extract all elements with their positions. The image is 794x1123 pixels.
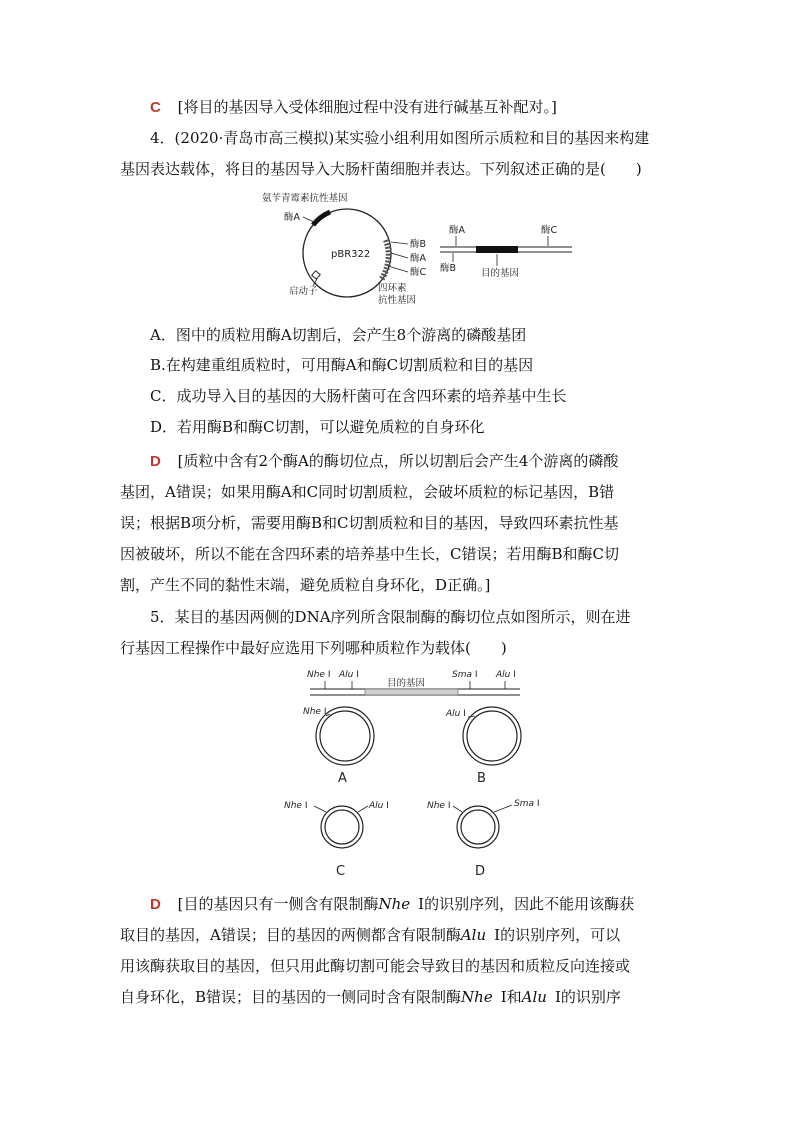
q5-plasmid-a — [303, 707, 374, 786]
q5-answer-line — [150, 894, 710, 915]
q5-expl-2c: Ⅰ的识别序列，可以 — [494, 926, 621, 944]
plasmid-d-site-left: Nhe Ⅰ — [427, 801, 451, 811]
q5-expl-1b: Nhe — [378, 895, 411, 913]
q5-answer-letter: D — [150, 896, 161, 913]
plasmid-a-label: A — [338, 771, 347, 786]
q4-explanation-3: 误；根据B项分析，需要用酶B和C切割质粒和目的基因，导致四环素抗性基 — [120, 514, 619, 532]
q5-plasmid-d — [427, 799, 540, 879]
q5-expl-line2 — [120, 925, 680, 945]
plasmid-name: pBR322 — [331, 249, 371, 260]
q4-explanation-1: [质粒中含有2个酶A的酶切位点，所以切割后会产生4个游离的磷酸 — [177, 452, 619, 470]
q5-nhe-top: Nhe Ⅰ — [307, 670, 331, 680]
tet-gene-label-1: 四环素 — [378, 283, 407, 294]
q5-expl-4a: 自身环化，B错误；目的基因的一侧同时含有限制酶 — [120, 988, 462, 1006]
q5-expl-1c: Ⅰ的识别序列，因此不能用该酶获 — [418, 895, 635, 913]
q5-expl-2a: 取目的基因，A错误；目的基因的两侧都含有限制酶 — [120, 926, 461, 944]
q4-explanation-5: 割，产生不同的黏性末端，避免质粒自身环化，D正确。] — [120, 576, 491, 594]
promoter-label: 启动子 — [289, 286, 318, 297]
q4-explanation-2: 基团，A错误；如果用酶A和C同时切割质粒，会破坏质粒的标记基因，B错 — [120, 483, 615, 501]
dna-enzB-label: 酶B — [440, 263, 457, 274]
q5-dna-figure — [307, 670, 520, 695]
plasmid-c-site-right: Alu Ⅰ — [369, 801, 389, 811]
q4-answer-letter: D — [150, 453, 161, 470]
dna-enzA-label: 酶A — [449, 225, 465, 236]
dna-target-label: 目的基因 — [481, 268, 520, 279]
q4-explanation-4: 因被破坏，所以不能在含四环素的培养基中生长，C错误；若用酶B和酶C切 — [120, 545, 619, 563]
q5-plasmid-c — [284, 801, 389, 879]
answer-text: [将目的基因导入受体细胞过程中没有进行碱基互补配对。] — [177, 98, 557, 116]
q5-target-gene-label: 目的基因 — [387, 678, 426, 689]
q5-alu-top-left: Alu Ⅰ — [339, 670, 359, 680]
q4-stem-line2: 基因表达载体，将目的基因导入大肠杆菌细胞并表达。下列叙述正确的是( ) — [120, 160, 642, 178]
answer-letter: C — [150, 99, 161, 116]
q5-sma-top: Sma Ⅰ — [452, 670, 478, 680]
q5-expl-line3: 用该酶获取目的基因，但只用此酶切割可能会导致目的基因和质粒反向连接或 — [120, 957, 631, 975]
amp-gene-arc — [313, 212, 330, 225]
enzB-label: 酶B — [410, 239, 427, 250]
enzA-label-right: 酶A — [410, 253, 426, 264]
promoter-mark — [312, 271, 320, 279]
dna-enzC-label: 酶C — [541, 225, 558, 236]
plasmid-a-site: Nhe Ⅰ — [303, 707, 327, 717]
q4-option-d: D．若用酶B和酶C切割，可以避免质粒的自身环化 — [150, 418, 485, 436]
plasmid-d-label: D — [475, 864, 486, 879]
tet-gene-arc — [381, 240, 389, 280]
plasmid-b-label: B — [477, 771, 486, 786]
q5-alu-top-right: Alu Ⅰ — [496, 670, 516, 680]
target-dna-figure — [440, 224, 572, 279]
plasmid-b-site: Alu Ⅰ — [446, 709, 466, 719]
q4-option-c: C．成功导入目的基因的大肠杆菌可在含四环素的培养基中生长 — [150, 387, 567, 405]
q5-stem-line2: 行基因工程操作中最好应选用下列哪种质粒作为载体( ) — [120, 639, 507, 657]
q5-expl-2b: Alu — [460, 926, 487, 944]
enzC-label: 酶C — [410, 267, 427, 278]
q4-option-b: B.在构建重组质粒时，可用酶A和酶C切割质粒和目的基因 — [150, 356, 534, 374]
q5-expl-line4 — [120, 987, 680, 1007]
plasmid-figure — [262, 192, 427, 306]
q5-plasmid-b — [445, 707, 521, 786]
q4-option-a: A．图中的质粒用酶A切割后，会产生8个游离的磷酸基团 — [150, 326, 527, 344]
q5-expl-4c: Ⅰ和 — [500, 988, 522, 1006]
q5-stem-line1: 5．某目的基因两侧的DNA序列所含限制酶的酶切位点如图所示，则在进 — [150, 608, 631, 626]
q5-expl-4d: Alu — [521, 988, 547, 1006]
q5-expl-4e: Ⅰ的识别序 — [554, 988, 621, 1006]
plasmid-c-label: C — [336, 864, 346, 879]
q5-target-gene-bar — [365, 689, 458, 695]
tet-gene-label-2: 抗性基因 — [378, 295, 417, 306]
q5-expl-1a: [目的基因只有一侧含有限制酶 — [177, 895, 379, 913]
plasmid-d-site-right: Sma Ⅰ — [514, 799, 540, 809]
amp-gene-label: 氨苄青霉素抗性基因 — [262, 193, 348, 204]
q4-answer-line — [150, 451, 710, 472]
target-gene-bar — [476, 246, 518, 253]
enzA-label-left: 酶A — [284, 212, 300, 223]
plasmid-c-site-left: Nhe Ⅰ — [284, 801, 308, 811]
q4-stem-line1: 4．(2020·青岛市高三模拟)某实验小组利用如图所示质粒和目的基因来构建 — [150, 129, 650, 147]
q5-expl-4b: Nhe — [461, 988, 493, 1006]
